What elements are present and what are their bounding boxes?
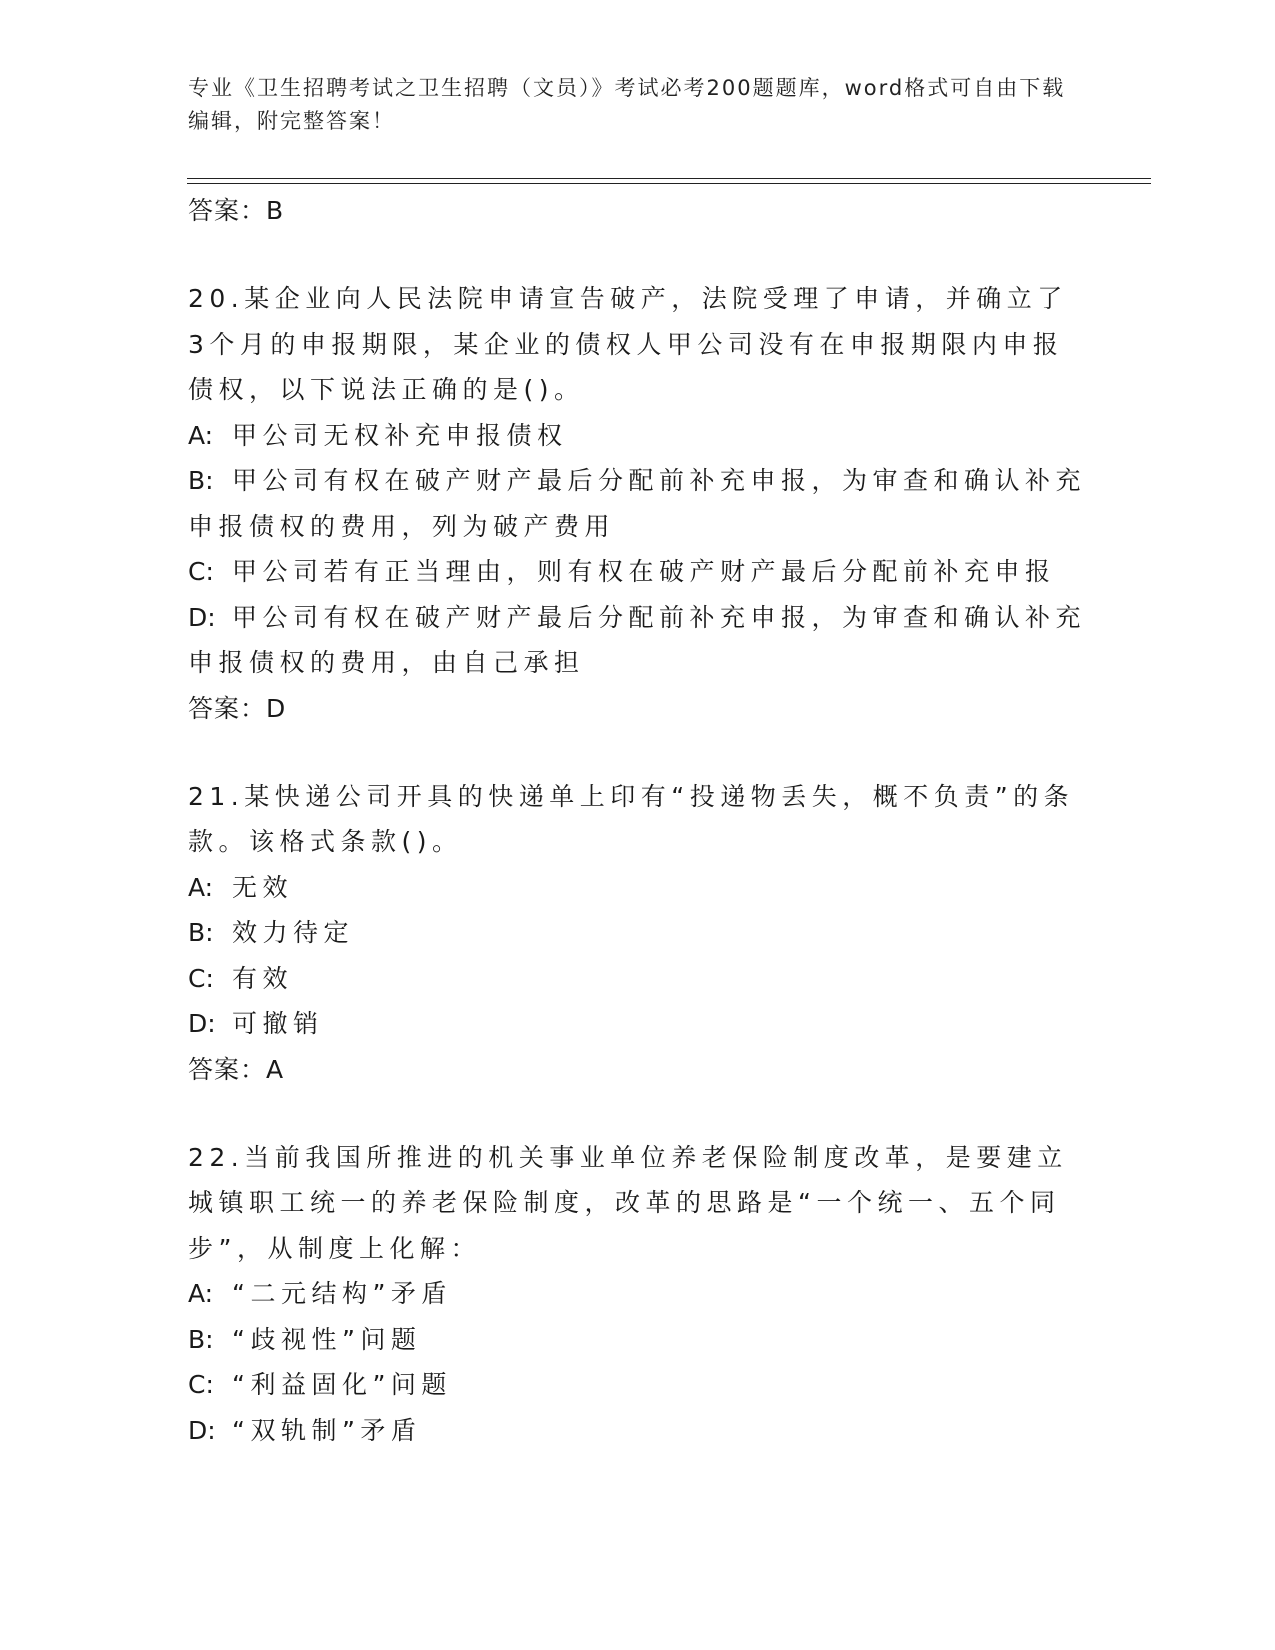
option-c: C: 甲公司若有正当理由，则有权在破产财产最后分配前补充申报 bbox=[188, 557, 1056, 586]
option-a: A: “二元结构”矛盾 bbox=[188, 1279, 452, 1308]
option-b: B: “歧视性”问题 bbox=[188, 1324, 422, 1354]
document-body bbox=[188, 188, 1088, 1453]
question-answer: 答案：D bbox=[188, 693, 287, 723]
option-d: D: 甲公司有权在破产财产最后分配前补充申报，为审查和确认补充申报债权的费用，由自己承担 bbox=[188, 602, 1087, 677]
option-a: A: 甲公司无权补充申报债权 bbox=[188, 420, 568, 450]
question-21 bbox=[188, 774, 1088, 1093]
option-c: C: “利益固化”问题 bbox=[188, 1370, 452, 1399]
option-b: B: 甲公司有权在破产财产最后分配前补充申报，为审查和确认补充申报债权的费用，列为破产费用 bbox=[188, 466, 1087, 541]
option-a: A: 无效 bbox=[188, 872, 294, 902]
option-d: D: 可撤销 bbox=[188, 1009, 324, 1038]
header-rule-top bbox=[187, 178, 1151, 179]
option-c: C: 有效 bbox=[188, 963, 294, 993]
question-stem: 22.当前我国所推进的机关事业单位养老保险制度改革，是要建立城镇职工统一的养老保险制度，改革的思路是“一个统一、五个同步”，从制度上化解： bbox=[188, 1142, 1068, 1263]
document-header: 专业《卫生招聘考试之卫生招聘（文员）》考试必考200题题库，word格式可自由下载编辑，附完整答案！ bbox=[188, 76, 1066, 133]
question-stem: 20.某企业向人民法院申请宣告破产，法院受理了申请，并确立了3个月的申报期限，某企业的债权人甲公司没有在申报期限内申报债权，以下说法正确的是()。 bbox=[188, 284, 1068, 404]
question-22 bbox=[188, 1135, 1088, 1454]
question-stem: 21.某快递公司开具的快递单上印有“投递物丢失，概不负责”的条款。该格式条款()。 bbox=[188, 781, 1075, 856]
question-answer: 答案：A bbox=[188, 1054, 285, 1084]
header-rule-bottom bbox=[187, 183, 1151, 184]
option-d: D: “双轨制”矛盾 bbox=[188, 1415, 422, 1445]
question-20 bbox=[188, 276, 1088, 732]
previous-answer: 答案：B bbox=[188, 196, 285, 225]
option-b: B: 效力待定 bbox=[188, 918, 355, 947]
